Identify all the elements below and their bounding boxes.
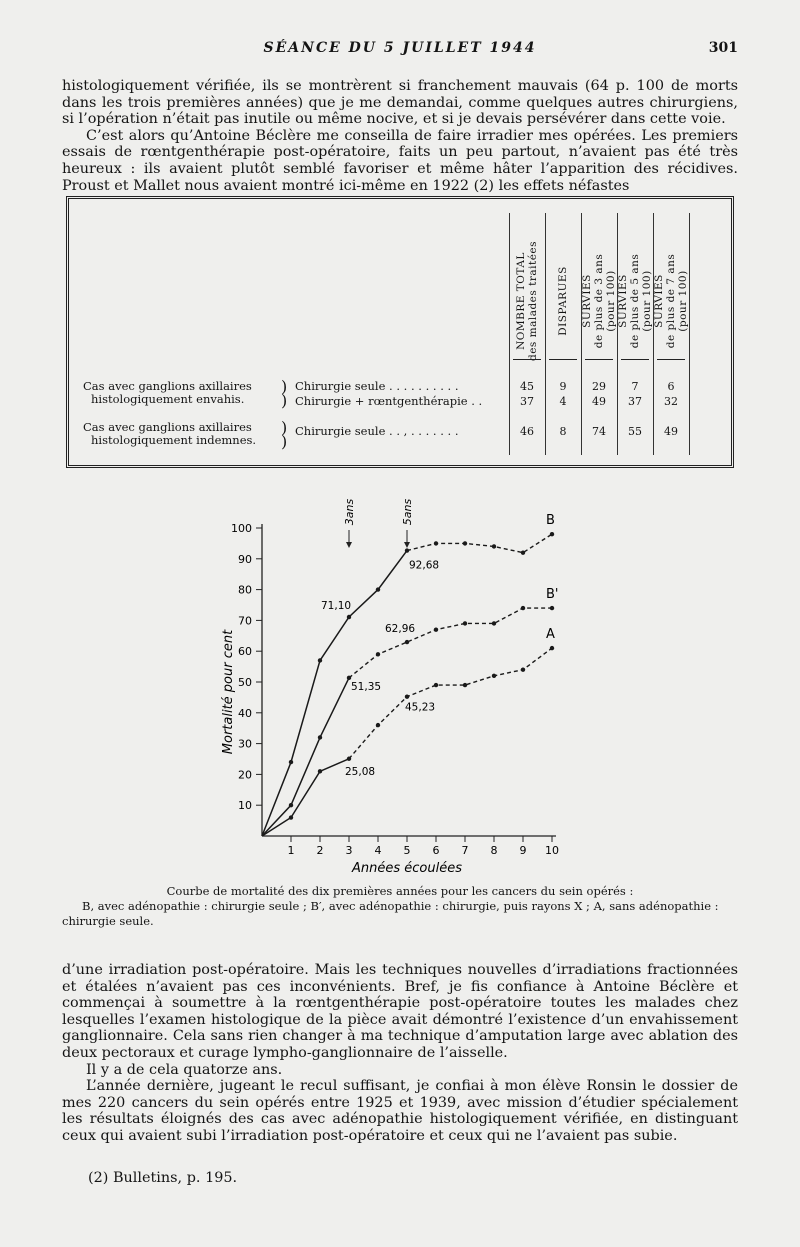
series-point — [289, 803, 293, 807]
series-point — [463, 621, 467, 625]
table-cell: 74 — [592, 425, 606, 438]
year-marker-arrowhead — [346, 542, 352, 548]
y-tick-label: 10 — [238, 799, 252, 813]
x-tick-label: 2 — [316, 844, 324, 857]
table-cell: 9 — [559, 380, 567, 393]
column-rule — [689, 213, 690, 455]
x-tick-label: 6 — [432, 844, 440, 857]
series-point — [289, 815, 293, 819]
treatment-label: Chirurgie seule . . , . . . . . . . — [295, 424, 459, 438]
series-line-dashed — [349, 648, 552, 759]
series-point — [405, 640, 409, 644]
table-cell: 7 — [631, 380, 639, 393]
paragraph: L’année dernière, jugeant le recul suffisant, je confiai à mon élève Ronsin le dossier de mes 220 cancers du sein opérés entre 1925 et 1939, avec mission d’étudier spécialement les résultats éloignés des cas avec adénopathie histologiquement vérifiée, en distinguant ceux qui avaient subi l’irradiation post-opératoire et ceux qui ne l’avaient pas subie. — [62, 1078, 738, 1144]
footnote: (2) Bulletins, p. 195. — [88, 1170, 238, 1186]
caption-title: Courbe de mortalité des dix premières années pour les cancers du sein opérés : — [166, 884, 634, 898]
series-point — [521, 667, 525, 671]
table-cell: 37 — [520, 395, 534, 408]
series-label: B' — [546, 587, 559, 603]
x-tick-label: 3 — [345, 844, 353, 857]
mortality-chart — [200, 484, 600, 884]
table-cell: 49 — [664, 425, 678, 438]
group-label: Cas avec ganglions axillaires — [83, 420, 252, 434]
data-label: 92,68 — [409, 559, 440, 572]
header-rule — [621, 359, 649, 360]
series-line-dashed — [349, 608, 552, 678]
column-header-label: SURVIES de plus de 3 ans (pour 100) — [581, 253, 617, 349]
series-point — [492, 674, 496, 678]
series-point — [318, 735, 322, 739]
header-rule — [657, 359, 685, 360]
series-point — [347, 676, 351, 680]
y-tick-label: 50 — [238, 676, 252, 689]
survival-table — [66, 196, 734, 468]
series-point — [521, 550, 525, 554]
year-marker-arrowhead — [404, 542, 410, 548]
table-cell: 4 — [559, 395, 567, 408]
series-label: B — [546, 513, 555, 529]
table-cell: 55 — [628, 425, 642, 438]
x-tick-label: 4 — [374, 844, 382, 857]
table-cell: 8 — [559, 425, 567, 438]
x-axis-label: Années écoulées — [352, 861, 462, 876]
series-point — [405, 694, 409, 698]
treatment-label: Chirurgie seule . . . . . . . . . . — [295, 379, 459, 393]
series-line-solid — [262, 678, 349, 836]
series-point — [492, 621, 496, 625]
y-tick-label: 90 — [238, 552, 252, 566]
brace: ) ) — [281, 418, 288, 451]
table-cell: 49 — [592, 395, 606, 408]
x-tick-label: 5 — [403, 844, 411, 857]
y-tick-label: 80 — [238, 583, 252, 597]
series-point — [434, 627, 438, 631]
table-cell: 37 — [628, 395, 642, 408]
series-point — [550, 532, 554, 536]
series-point — [434, 683, 438, 687]
running-title: SÉANCE DU 5 JUILLET 1944 — [263, 40, 537, 56]
y-tick-label: 40 — [238, 706, 252, 720]
y-tick-label: 30 — [238, 737, 252, 751]
data-label: 62,96 — [385, 623, 416, 636]
table-cell: 46 — [520, 425, 534, 438]
series-point — [463, 541, 467, 545]
series-point — [318, 658, 322, 662]
series-line-solid — [262, 551, 407, 836]
y-tick-label: 20 — [238, 768, 252, 782]
series-point — [405, 548, 409, 552]
group-label: histologiquement envahis. — [91, 392, 245, 406]
column-header-label: NOMBRE TOTAL des malades traitées — [515, 240, 539, 362]
paragraph: Il y a de cela quatorze ans. — [86, 1061, 283, 1078]
brace: ) ) — [281, 377, 288, 410]
group-label: histologiquement indemnes. — [91, 433, 257, 447]
year-marker-label: 5ans — [401, 498, 414, 526]
table-cell: 6 — [667, 380, 675, 393]
figure-caption — [62, 884, 738, 929]
y-tick-label: 100 — [231, 522, 252, 535]
series-line-dashed — [407, 534, 552, 552]
x-tick-label: 1 — [287, 844, 295, 857]
series-point — [492, 544, 496, 548]
x-tick-label: 10 — [545, 844, 559, 857]
group-label: Cas avec ganglions axillaires — [83, 379, 252, 393]
series-point — [347, 615, 351, 619]
paragraph: histologiquement vérifiée, ils se montrèrent si franchement mauvais (64 p. 100 de morts dans les trois premières années) que je me demandai, comme quelques autres chirurgiens, si l’opération n’était pas inutile ou même nocive, et si je devais persévérer dans cette voie. — [62, 78, 738, 128]
page-number: 301 — [708, 40, 738, 56]
paragraph: C’est alors qu’Antoine Béclère me conseilla de faire irradier mes opérées. Les premiers essais de rœntgenthérapie post-opératoire, faits un peu partout, n’avaient pas été très heureux : ils avaient plutôt semblé favoriser et même hâter l’apparition des récidives. Proust et Mallet nous avaient montré ici-même en 1922 (2) les effets néfastes — [62, 127, 738, 194]
y-tick-label: 70 — [238, 614, 252, 628]
table-cell: 45 — [520, 380, 534, 393]
series-point — [463, 683, 467, 687]
y-axis-label: Mortalité pour cent — [221, 629, 236, 755]
year-marker-label: 3ans — [343, 498, 356, 526]
column-header-label: DISPARUES — [557, 266, 569, 336]
treatment-label: Chirurgie + rœntgenthérapie . . — [295, 394, 483, 408]
series-point — [376, 587, 380, 591]
data-label: 71,10 — [321, 600, 352, 613]
page-header — [62, 40, 738, 64]
series-point — [550, 606, 554, 610]
body-text-top — [62, 78, 738, 194]
x-tick-label: 9 — [519, 844, 527, 857]
caption-legend: B, avec adénopathie : chirurgie seule ; B′, avec adénopathie : chirurgie, puis rayons X ; A, sans adénopathie : chirurgie seule. — [62, 899, 719, 928]
column-header-label: SURVIES de plus de 7 ans (pour 100) — [653, 253, 689, 349]
x-tick-label: 7 — [461, 844, 469, 857]
table-cell: 32 — [664, 395, 678, 408]
series-point — [376, 723, 380, 727]
y-tick-label: 60 — [238, 645, 252, 659]
series-point — [347, 757, 351, 761]
column-header-label: SURVIES de plus de 5 ans (pour 100) — [617, 253, 653, 349]
header-rule — [585, 359, 613, 360]
series-point — [289, 760, 293, 764]
data-label: 51,35 — [351, 680, 382, 693]
series-point — [318, 769, 322, 773]
series-point — [550, 646, 554, 650]
series-point — [376, 652, 380, 656]
header-rule — [549, 359, 577, 360]
data-label: 25,08 — [345, 765, 376, 778]
data-label: 45,23 — [405, 701, 436, 714]
series-point — [434, 541, 438, 545]
series-label: A — [546, 627, 555, 643]
header-rule — [513, 359, 541, 360]
x-tick-label: 8 — [490, 844, 498, 857]
paragraph: d’une irradiation post-opératoire. Mais les techniques nouvelles d’irradiations fractionnées et étalées n’avaient pas ces inconvénients. Bref, je fis confiance à Antoine Béclère et commençai à soumettre à la rœntgenthérapie post-opératoire toutes les malades chez lesquelles l’examen histologique de la pièce avait démontré l’existence d’un envahissement ganglionnaire. Cela sans rien changer à ma technique d’amputation large avec ablation des deux pectoraux et curage lympho-ganglionnaire de l’aisselle. — [62, 962, 738, 1061]
table-cell: 29 — [592, 380, 606, 393]
body-text-bottom — [62, 962, 738, 1145]
series-point — [521, 606, 525, 610]
